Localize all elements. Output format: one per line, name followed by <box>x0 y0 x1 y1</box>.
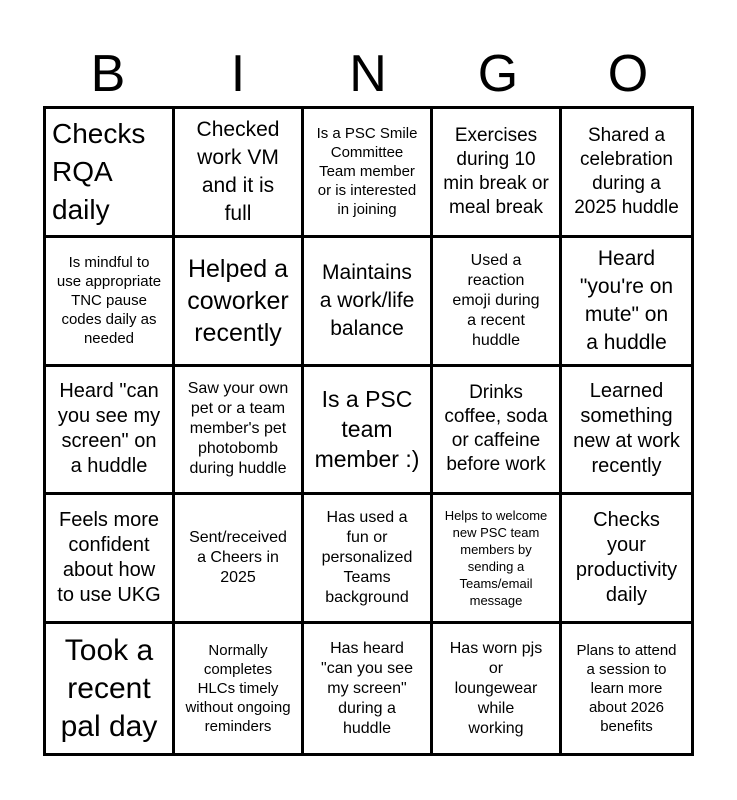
bingo-cell-r4-c5[interactable] <box>562 495 691 624</box>
cell-text: Learned something new at work recently <box>573 380 680 478</box>
cell-text: Took a recent pal day <box>60 633 158 743</box>
header-letter-o: O <box>607 45 649 103</box>
bingo-cell-r2-c4[interactable] <box>433 238 562 367</box>
bingo-cell-r1-c2[interactable] <box>175 109 304 238</box>
header-letter-i: I <box>230 45 246 103</box>
bingo-cell-r5-c4[interactable] <box>433 624 562 753</box>
cell-text: Heard "can you see my screen" on a huddle <box>57 380 161 478</box>
cell-text: Checks RQA daily <box>52 117 146 225</box>
cell-text: Sent/received a Cheers in 2025 <box>189 529 287 587</box>
cell-text: Is a PSC team member :) <box>314 386 420 473</box>
bingo-cell-r5-c2[interactable] <box>175 624 304 753</box>
bingo-cell-r2-c3[interactable] <box>304 238 433 367</box>
bingo-cell-r4-c1[interactable] <box>46 495 175 624</box>
header-letter-n: N <box>349 45 387 103</box>
bingo-cell-r2-c1[interactable] <box>46 238 175 367</box>
cell-text: Drinks coffee, soda or caffeine before work <box>444 382 548 476</box>
cell-text: Is mindful to use appropriate TNC pause codes daily as needed <box>56 254 162 348</box>
bingo-cell-r3-c5[interactable] <box>562 367 691 496</box>
bingo-header <box>43 44 694 104</box>
cell-text: Helps to welcome new PSC team members by sending a Teams/email message <box>444 508 548 609</box>
bingo-cell-r1-c5[interactable] <box>562 109 691 238</box>
cell-text: Shared a celebration during a 2025 huddle <box>574 124 679 218</box>
bingo-cell-r3-c1[interactable] <box>46 367 175 496</box>
bingo-board <box>43 106 694 756</box>
bingo-cell-r5-c5[interactable] <box>562 624 691 753</box>
bingo-cell-r2-c5[interactable] <box>562 238 691 367</box>
header-letter-g: G <box>477 45 519 103</box>
cell-text: Checks your productivity daily <box>575 509 678 607</box>
cell-text: Has heard "can you see my screen" during a huddle <box>321 639 413 737</box>
bingo-cell-r1-c1[interactable] <box>46 109 175 238</box>
bingo-cell-r1-c4[interactable] <box>433 109 562 238</box>
cell-text: Has worn pjs or loungewear while working <box>449 639 543 737</box>
bingo-cell-r4-c4[interactable] <box>433 495 562 624</box>
bingo-cell-r3-c3[interactable] <box>304 367 433 496</box>
cell-text: Plans to attend a session to learn more about 2026 benefits <box>576 642 677 736</box>
bingo-cell-r4-c2[interactable] <box>175 495 304 624</box>
bingo-cell-r5-c3[interactable] <box>304 624 433 753</box>
bingo-cell-r3-c2[interactable] <box>175 367 304 496</box>
cell-text: Has used a fun or personalized Teams background <box>321 509 413 607</box>
cell-text: Used a reaction emoji during a recent huddle <box>452 251 540 349</box>
cell-text: Saw your own pet or a team member's pet photobomb during huddle <box>187 380 289 478</box>
bingo-cell-r5-c1[interactable] <box>46 624 175 753</box>
bingo-cell-r1-c3[interactable] <box>304 109 433 238</box>
bingo-cell-r4-c3[interactable] <box>304 495 433 624</box>
cell-text: Is a PSC Smile Committee Team member or is interested in joining <box>316 125 418 219</box>
header-letter-b: B <box>90 45 126 103</box>
cell-text: Exercises during 10 min break or meal break <box>443 124 549 218</box>
cell-text: Normally completes HLCs timely without ongoing reminders <box>185 642 291 736</box>
bingo-cell-r3-c4[interactable] <box>433 367 562 496</box>
bingo-cell-r2-c2[interactable] <box>175 238 304 367</box>
cell-text: Feels more confident about how to use UKG <box>57 509 161 607</box>
cell-text: Maintains a work/life balance <box>319 260 415 340</box>
cell-text: Helped a coworker recently <box>187 254 289 347</box>
cell-text: Heard "you're on mute" on a huddle <box>579 246 674 354</box>
cell-text: Checked work VM and it is full <box>196 117 280 225</box>
